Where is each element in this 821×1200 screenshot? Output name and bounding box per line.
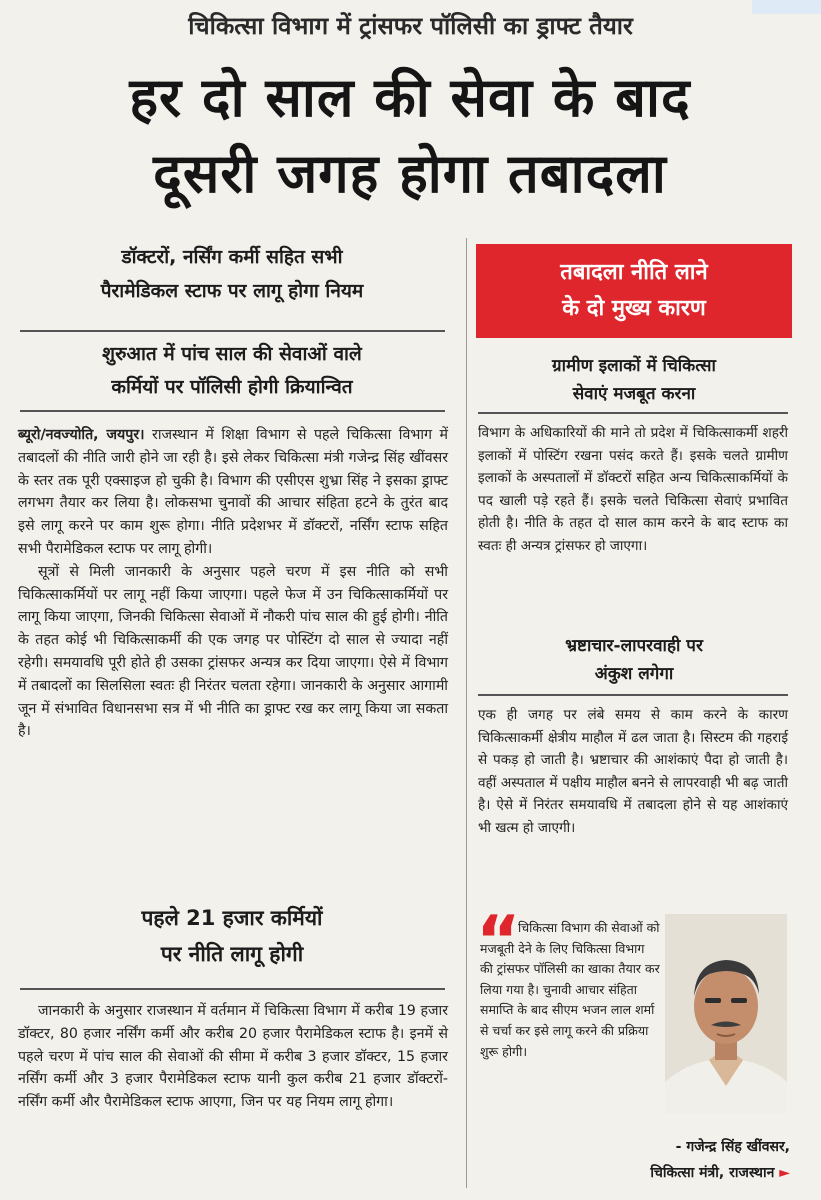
headline-line-1: हर दो साल की सेवा के बाद	[129, 66, 691, 129]
paragraph-1-text: राजस्थान में शिक्षा विभाग से पहले चिकित्सा विभाग में तबादलों की नीति जारी होने जा रही है। इसे लेकर चिकित्सा मंत्री गजेन्द्र सिंह खींवसर के स्तर तक पूरी एक्साइज हो चुकी है। विभाग की एसीएस शुभ्रा सिंह ने इसका ड्राफ्ट लगभग तैयार कर लिया है। लोकसभा चुनावों की आचार संहिता हटने के तुरंत बाद इसे लागू करने पर काम शुरू होगा। नीति प्रदेशभर में डॉक्टरों, नर्सिंग स्टाफ सहित सभी पैरामेडिकल स्टाफ पर लागू होगी।	[18, 427, 448, 557]
divider	[20, 988, 445, 990]
article-body-2	[18, 1000, 448, 1114]
end-mark-icon: ►	[779, 1165, 790, 1181]
deck-line-1: डॉक्टरों, नर्सिंग कर्मी सहित सभी	[121, 246, 343, 268]
divider	[478, 694, 788, 696]
attribution-name: - गजेन्द्र सिंह खींवसर,	[675, 1139, 790, 1155]
reason-2-heading	[476, 632, 792, 688]
deck-line-2: पैरामेडिकल स्टाफ पर लागू होगा नियम	[100, 280, 364, 302]
reason-2-heading-line-2: अंकुश लगेगा	[594, 664, 674, 684]
deck	[12, 240, 452, 308]
section-heading	[12, 900, 452, 972]
section-heading-line-1: पहले 21 हजार कर्मियों	[141, 906, 323, 930]
divider	[478, 412, 788, 414]
subdeck-line-1: शुरुआत में पांच साल की सेवाओं वाले	[102, 343, 362, 365]
divider	[20, 410, 445, 412]
attribution-title: चिकित्सा मंत्री, राजस्थान	[650, 1165, 775, 1181]
minister-quote	[480, 918, 660, 1062]
kicker: चिकित्सा विभाग में ट्रांसफर पॉलिसी का ड्राफ्ट तैयार	[188, 12, 633, 40]
banner-line-1: तबादला नीति लाने	[560, 260, 708, 285]
headline	[10, 60, 810, 212]
article-body	[18, 424, 448, 743]
sidebar-banner	[476, 244, 792, 338]
banner-line-2: के दो मुख्य कारण	[562, 296, 706, 321]
dateline: ब्यूरो/नवज्योति, जयपुर।	[18, 427, 145, 443]
reason-1-text: विभाग के अधिकारियों की माने तो प्रदेश में चिकित्साकर्मी शहरी इलाकों में पोस्टिंग रखना पसंद करते हैं। इसके चलते ग्रामीण इलाकों के अस्पतालों में डॉक्टरों सहित अन्य चिकित्साकर्मियों के पद खाली पड़े रहते हैं। इसके चलते चिकित्सा सेवाएं प्रभावित होती है। नीति के तहत दो साल काम करने के बाद स्टाफ का स्वतः ही अन्यत्र ट्रांसफर हो जाएगा।	[478, 425, 788, 554]
reason-2-text: एक ही जगह पर लंबे समय से काम करने के कारण चिकित्साकर्मी क्षेत्रीय माहौल में ढल जाता है। सिस्टम की गहराई से पकड़ हो जाती है। भ्रष्टाचार की आशंकाएं पैदा हो जाती है। वहीं अस्पताल में पक्षीय माहौल बनने से लापरवाही भी बढ़ जाती है। ऐसे में निरंतर समयावधि में तबादला होने से यह आशंकाएं भी खत्म हो जाएगी।	[478, 707, 788, 836]
headline-line-2: दूसरी जगह होगा तबादला	[153, 142, 667, 205]
paragraph-3: जानकारी के अनुसार राजस्थान में वर्तमान में चिकित्सा विभाग में करीब 19 हजार डॉक्टर, 80 हजार नर्सिंग कर्मी और करीब 20 हजार पैरामेडिकल स्टाफ है। इनमें से पहले चरण में पांच साल की सेवाओं की सीमा में करीब 3 हजार डॉक्टर, 15 हजार नर्सिंग कर्मी और 3 हजार पैरामेडिकल स्टाफ यानी कुल करीब 21 हजार डॉक्टरों-नर्सिंग कर्मी और पैरामेडिकल स्टाफ आएगा, जिन पर यह नियम लागू होगा।	[18, 1003, 448, 1111]
subdeck-line-2: कर्मियों पर पॉलिसी होगी क्रियान्वित	[111, 376, 353, 398]
quote-mark-icon: “	[476, 902, 521, 981]
reason-2-heading-line-1: भ्रष्टाचार-लापरवाही पर	[565, 636, 703, 656]
quote-attribution	[540, 1134, 790, 1186]
section-heading-line-2: पर नीति लागू होगी	[160, 942, 304, 966]
reason-1-heading-line-2: सेवाएं मजबूत करना	[572, 384, 696, 404]
divider	[20, 330, 445, 332]
minister-quote-text: चिकित्सा विभाग की सेवाओं को मजबूती देने के लिए चिकित्सा विभाग की ट्रांसफर पॉलिसी का खाका तैयार कर लिया गया है। चुनावी आचार संहिता समाप्ति के बाद सीएम भजन लाल शर्मा से चर्चा कर इसे लागू करने की प्रक्रिया शुरू होगी।	[480, 920, 660, 1059]
person-portrait-icon	[665, 914, 787, 1114]
reason-1-heading-line-1: ग्रामीण इलाकों में चिकित्सा	[552, 356, 716, 376]
attribution-title-row	[540, 1160, 790, 1186]
subdeck	[12, 338, 452, 404]
paragraph-2: सूत्रों से मिली जानकारी के अनुसार पहले चरण में इस नीति को सभी चिकित्साकर्मियों पर लागू नहीं किया जाएगा। पहले फेज में उन चिकित्साकर्मियों पर लागू किया जाएगा, जिनकी चिकित्सा सेवाओं में नौकरी पांच साल की हुई होगी। नीति के तहत कोई भी चिकित्साकर्मी की एक जगह पर पोस्टिंग दो साल से ज्यादा नहीं रहेगी। समयावधि पूरी होते ही उसका ट्रांसफर अन्यत्र कर दिया जाएगा। ऐसे में विभाग में तबादलों का सिलसिला स्वतः ही निरंतर चलता रहेगा। जानकारी के अनुसार आगामी जून में संभावित विधानसभा सत्र में भी नीति का ड्राफ्ट रख कर लागू किया जा सकता है।	[18, 563, 448, 740]
minister-photo	[665, 914, 787, 1114]
paragraph-1	[18, 424, 448, 561]
reason-1-heading	[476, 352, 792, 408]
